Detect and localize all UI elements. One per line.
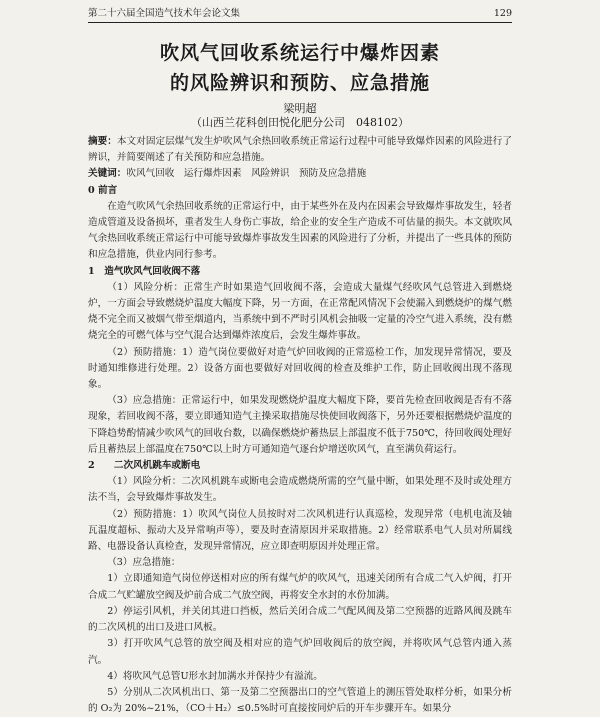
section-heading-1: 1 造气吹风气回收阀不落 xyxy=(88,265,201,277)
paragraph-2-3-4: 4）将吹风气总管U形水封加满水并保持少有溢流。 xyxy=(107,670,323,682)
affiliation: （山西兰花科创田悦化肥分公司 048102） xyxy=(191,116,409,129)
author: 梁明超 xyxy=(283,102,317,115)
paragraph-2-3-2: 2）停运引风机，并关闭其进口挡板，然后关闭合成二气配风阀及第二空预器的近路风阀及跳车的二次风机的出口及进口风板。 xyxy=(88,605,512,634)
keywords xyxy=(88,166,512,182)
section-heading-0: 0 前言 xyxy=(88,184,118,196)
paragraph-2-3-3: 3）打开吹风气总管的放空阀及相对应的造气炉回收阀后的放空阀，并将吹风气总管内通入蒸汽。 xyxy=(88,638,512,666)
keywords-text: 吹风气回收 运行爆炸因素 风险辨识 预防及应急措施 xyxy=(126,168,367,180)
journal-name: 第二十六届全国造气技术年会论文集 xyxy=(88,8,241,19)
paragraph-2-1: （1）风险分析：二次风机跳车或断电会造成燃烧所需的空气量中断，如果处理不及时或处理方法不当，会导致爆炸事故发生。 xyxy=(88,476,512,504)
keywords-label: 关键词： xyxy=(88,168,127,180)
abstract-text: 本文对固定层煤气发生炉吹风气余热回收系统正常运行过程中可能导致爆炸因素的风险进行了辨识，并简要阐述了有关预防和应急措施。 xyxy=(88,136,513,164)
paragraph-2-3-5: 5）分别从二次风机出口、第一及第二空预器出口的空气管道上的测压管处取样分析，如果分析的 O₂为 20%~21%，（CO＋H₂）≤0.5%时可直接按同炉后的开车步骤开车。如果分 xyxy=(88,686,512,715)
paragraph-1-1: （1）风险分析：正常生产时如果造气回收阀不落，会造成大量煤气经吹风气总管进入到燃烧炉，一方面会导致燃烧炉温度大幅度下降，另一方面，在正常配风情况下会使漏入到燃烧炉的煤气燃烧不完全而又被烟气带至烟道内，当系统中到不严时引风机会抽吸一定量的冷空气进入系统，没有燃烧完全的可燃气体与空气混合达到爆炸浓度后，会发生爆炸事故。 xyxy=(88,281,512,342)
paragraph-2-3: （3）应急措施： xyxy=(107,557,181,569)
article-body xyxy=(88,134,512,717)
paragraph-preface: 在造气吹风气余热回收系统的正常运行中，由于某些外在及内在因素会导致爆炸事故发生，轻者造成管道及设备损坏，重者发生人身伤亡事故，给企业的安全生产造成不可估量的损失。本文就吹风气余热回收系统正常运行中可能导致爆炸事故发生因素的风险进行了分析，并提出了一些具体的预防和应急措施，供业内同行参考。 xyxy=(88,200,512,261)
title-line-1: 吹风气回收系统运行中爆炸因素 xyxy=(159,42,440,64)
paragraph-1-3: （3）应急措施：正常运行中，如果发现燃烧炉温度大幅度下降，要首先检查回收阀是否有不落现象，若回收阀不落，要立即通知造气主操采取措施尽快使回收阀落下，另外还要根据燃烧炉温度的下降趋势酌情减少吹风气的回收台数，以确保燃烧炉蓄热层上部温度不低于750℃，待回收阀处理好后且蓄热层上部温度在750℃以上时方可通知造气逐台炉增送吹风气，直至满负荷运行。 xyxy=(88,395,512,455)
page-number: 129 xyxy=(493,8,512,19)
running-header xyxy=(88,6,512,23)
paragraph-2-2: （2）预防措施：1）吹风气岗位人员按时对二次风机进行认真巡检，发现异常（电机电流及轴瓦温度超标、振动大及异常响声等），要及时查清原因并采取措施。2）经常联系电气人员对所属线路、电器设备认真检查，发现异常情况，应立即查明原因并处理正常。 xyxy=(88,508,512,553)
paragraph-2-3-1: 1）立即通知造气岗位停送相对应的所有煤气炉的吹风气，迅速关闭所有合成二气入炉阀，打开合成二气贮罐放空阀及炉前合成二气放空阀，再将安全水封的水份加满。 xyxy=(88,573,512,601)
paragraph-1-2: （2）预防措施：1）造气岗位要做好对造气炉回收阀的正常巡检工作，加发现异常情况，要及时通知维修进行处理。2）设备方面也要做好对回收阀的检查及维护工作，防止回收阀出现不落现象。 xyxy=(88,346,512,391)
abstract xyxy=(88,134,512,166)
title-line-2: 的风险辨识和预防、应急措施 xyxy=(169,72,430,94)
section-heading-2: 2 二次风机跳车或断电 xyxy=(88,460,201,472)
abstract-label: 摘要： xyxy=(88,136,117,147)
